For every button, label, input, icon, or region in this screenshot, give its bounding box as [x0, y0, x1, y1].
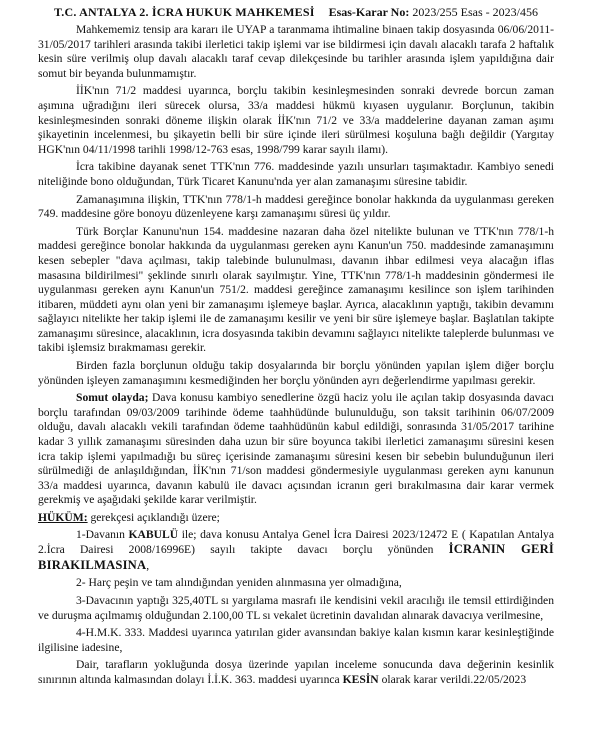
paragraph-tbk-154: Türk Borçlar Kanunu'nun 154. maddesine nazaran daha özel nitelikte bulunan ve TTK'nın 778/1-h maddesi gereğince bonolar hakkında da uygulanması gereken aynı Kanun'un 750. maddesinde zamanaşımını kesen sebepler "dava açılması, takip talebinde bulunulması, davanın ihbar edilmesi veya alacağın iflas masasına bildirilmesi" şeklinde sınırlı olarak sayılmıştır. Yine, TTK'nın 778/1-h maddesinin göndermesi ile uygulanması gereken aynı Kanun'un 751/2. maddesi gereğince zamanaşımı kesilince son işlem tarihinden itibaren, müddeti aynı olan yeni bir zamanaşımı işlemeye başlar. Ayrıca, alacaklının yaptığı, takibin devamını sağlayıcı nitelikte her takip işlemi ile de zamanaşımı kesilir ve yeni bir süre işlemeye başlar. Başlatılan takipte zamanaşımı süresince, alacaklının, icra dosyasında takibin devamını sağlayıcı nitelikte taleplerde bulunması ve takibi işlemsiz bırakmaması gerekir. [38, 224, 554, 355]
case-number-label: Esas-Karar No: [328, 5, 410, 19]
verdict-final [38, 658, 554, 687]
verdict-label: HÜKÜM: [38, 511, 88, 524]
verdict-item-1-text-a: 1-Davanın [76, 527, 129, 541]
verdict-final-text-a: Dair, tarafların yokluğunda dosya üzerinde yapılan inceleme sonucunda dava değerinin kesinlik sınırının altında kalmasından dolayı İ.İ.K. 363. maddesi uyarınca [38, 658, 554, 686]
paragraph-iik-71: İİK'nın 71/2 maddesi uyarınca, borçlu takibin kesinleşmesinden sonraki devrede borcun zaman aşımına uğradığını ileri sürecek olursa, 33/a maddesi hükmü kıyasen uygulanır. Borçlunun, takibin kesinleşmesinden sonraki döneme ilişkin olarak İİK'nın 71/2 ve 33/a maddelerine dayanan zaman aşımı şikayetinin incelenmesi, bu şikayetin belli bir süre içinde ileri sürülmesi koşuluna bağlı değildir (Yargıtay HGK'nın 04/11/1998 tarihli 1998/12-763 esas, 1998/799 karar sayılı ilamı). [38, 84, 554, 156]
verdict-icranin-geri-birakilmasina: İCRANIN GERİ BIRAKILMASINA [38, 542, 554, 572]
verdict-item-4: 4-H.M.K. 333. Maddesi uyarınca yatırılan gider avansından bakiye kalan kısmın karar kesinleştiğinde ilgilisine iadesine, [38, 626, 554, 654]
verdict-item-3: 3-Davacının yaptığı 325,40TL sı yargılama masrafı ile kendisini vekil aracılığı ile temsil ettirdiğinden ve duruşma açılmamış olduğundan 2.100,00 TL sı vekalet ücretinin davalıdan alınarak davacıya verilmesine, [38, 593, 554, 622]
paragraph-somut-olay [38, 391, 554, 508]
court-name: T.C. ANTALYA 2. İCRA HUKUK MAHKEMESİ [53, 5, 315, 19]
verdict-heading [38, 511, 554, 526]
paragraph-ttk-778: Zamanaşımına ilişkin, TTK'nın 778/1-h maddesi gereğince bonolar hakkında da uygulanması gereken 749. maddesine göre bonoyu düzenleyene karşı zamanaşımı süresi üç yıldır. [38, 192, 554, 221]
verdict-item-1-text-b: ile; dava konusu Antalya Genel İcra Dairesi 2023/12472 E ( Kapatılan Antalya 2.İcra Dairesi 2008/16996E) sayılı takipte davacı borçlu yönünden [38, 527, 554, 557]
paragraph-tensip: Mahkememiz tensip ara kararı ile UYAP a taranmama ihtimaline binaen takip dosyasında 06/06/2011- 31/05/2017 tarihleri arasında takibi ilerletici takip işlemi var ise bildirmesi için davalı alacaklı tarafa 2 haftalık kesin süre verilmiş olup davalı alacaklı taraf cevap dilekçesinde bu tarihler arasında işlem yapıldığına dair somut bir beyanda bulunmamıştır. [38, 23, 554, 80]
paragraph-ttk-776: İcra takibine dayanak senet TTK'nın 776. maddesinde yazılı unsurları taşımaktadır. Kambiyo senedi niteliğinde bono olduğundan, Türk Ticaret Kanunu'nda yer alan zamanaşımı süresine tabidir. [38, 160, 554, 188]
verdict-intro: gerekçesi açıklandığı üzere; [87, 511, 220, 524]
case-number: 2023/255 Esas - 2023/456 [412, 5, 539, 19]
verdict-kesin: KESİN [342, 672, 379, 686]
verdict-item-1-text-c: , [146, 558, 150, 572]
verdict-kabul: KABULÜ [128, 527, 179, 541]
somut-olay-text: Dava konusu kambiyo senedlerine özgü haciz yolu ile açılan takip dosyasında davacı borçlu tarafından 09/03/2009 tarihinde ödeme taahhüdünde bulunulduğu, son taksit tarihinin 06/07/2009 olduğu, davalı alacaklı vekili tarafından ödeme taahhüdünün kabul edildiği, sonrasında 31/05/2017 tarihine kadar 3 yıllık zamanaşımı süresinden daha uzun bir süre boyunca takibi ilerletici zamanaşımı süresini kesen icra takip işlemi yapılmadığı bu süreç içerisinde zamanaşımı süresini kesen bir sebebin bulunduğunun ileri sürülmediği de anlaşıldığından, İİK'nın 71/son maddesi göndermesiyle uygulanması gereken aynı kanunun 33/a maddesi uyarınca, davanın kabulü ile davacı açısından icranın geri bırakılmasına dair karar vermek gerekmiş ve aşağıdaki şekilde karar verilmiştir. [38, 391, 554, 507]
verdict-item-2: 2- Harç peşin ve tam alındığından yeniden alınmasına yer olmadığına, [76, 576, 402, 590]
verdict-final-text-b: olarak karar verildi.22/05/2023 [378, 672, 527, 686]
somut-olay-label: Somut olayda; [76, 391, 149, 405]
document-header [38, 5, 554, 20]
verdict-item-1 [38, 528, 554, 574]
paragraph-multiple-debtors: Birden fazla borçlunun olduğu takip dosyalarında bir borçlu yönünden yapılan işlem diğer borçlu yönünden işleyen zamanaşımını kesmediğinden her borçlu yönünden ayrı değerlendirme yapılması gerekir. [38, 359, 554, 387]
